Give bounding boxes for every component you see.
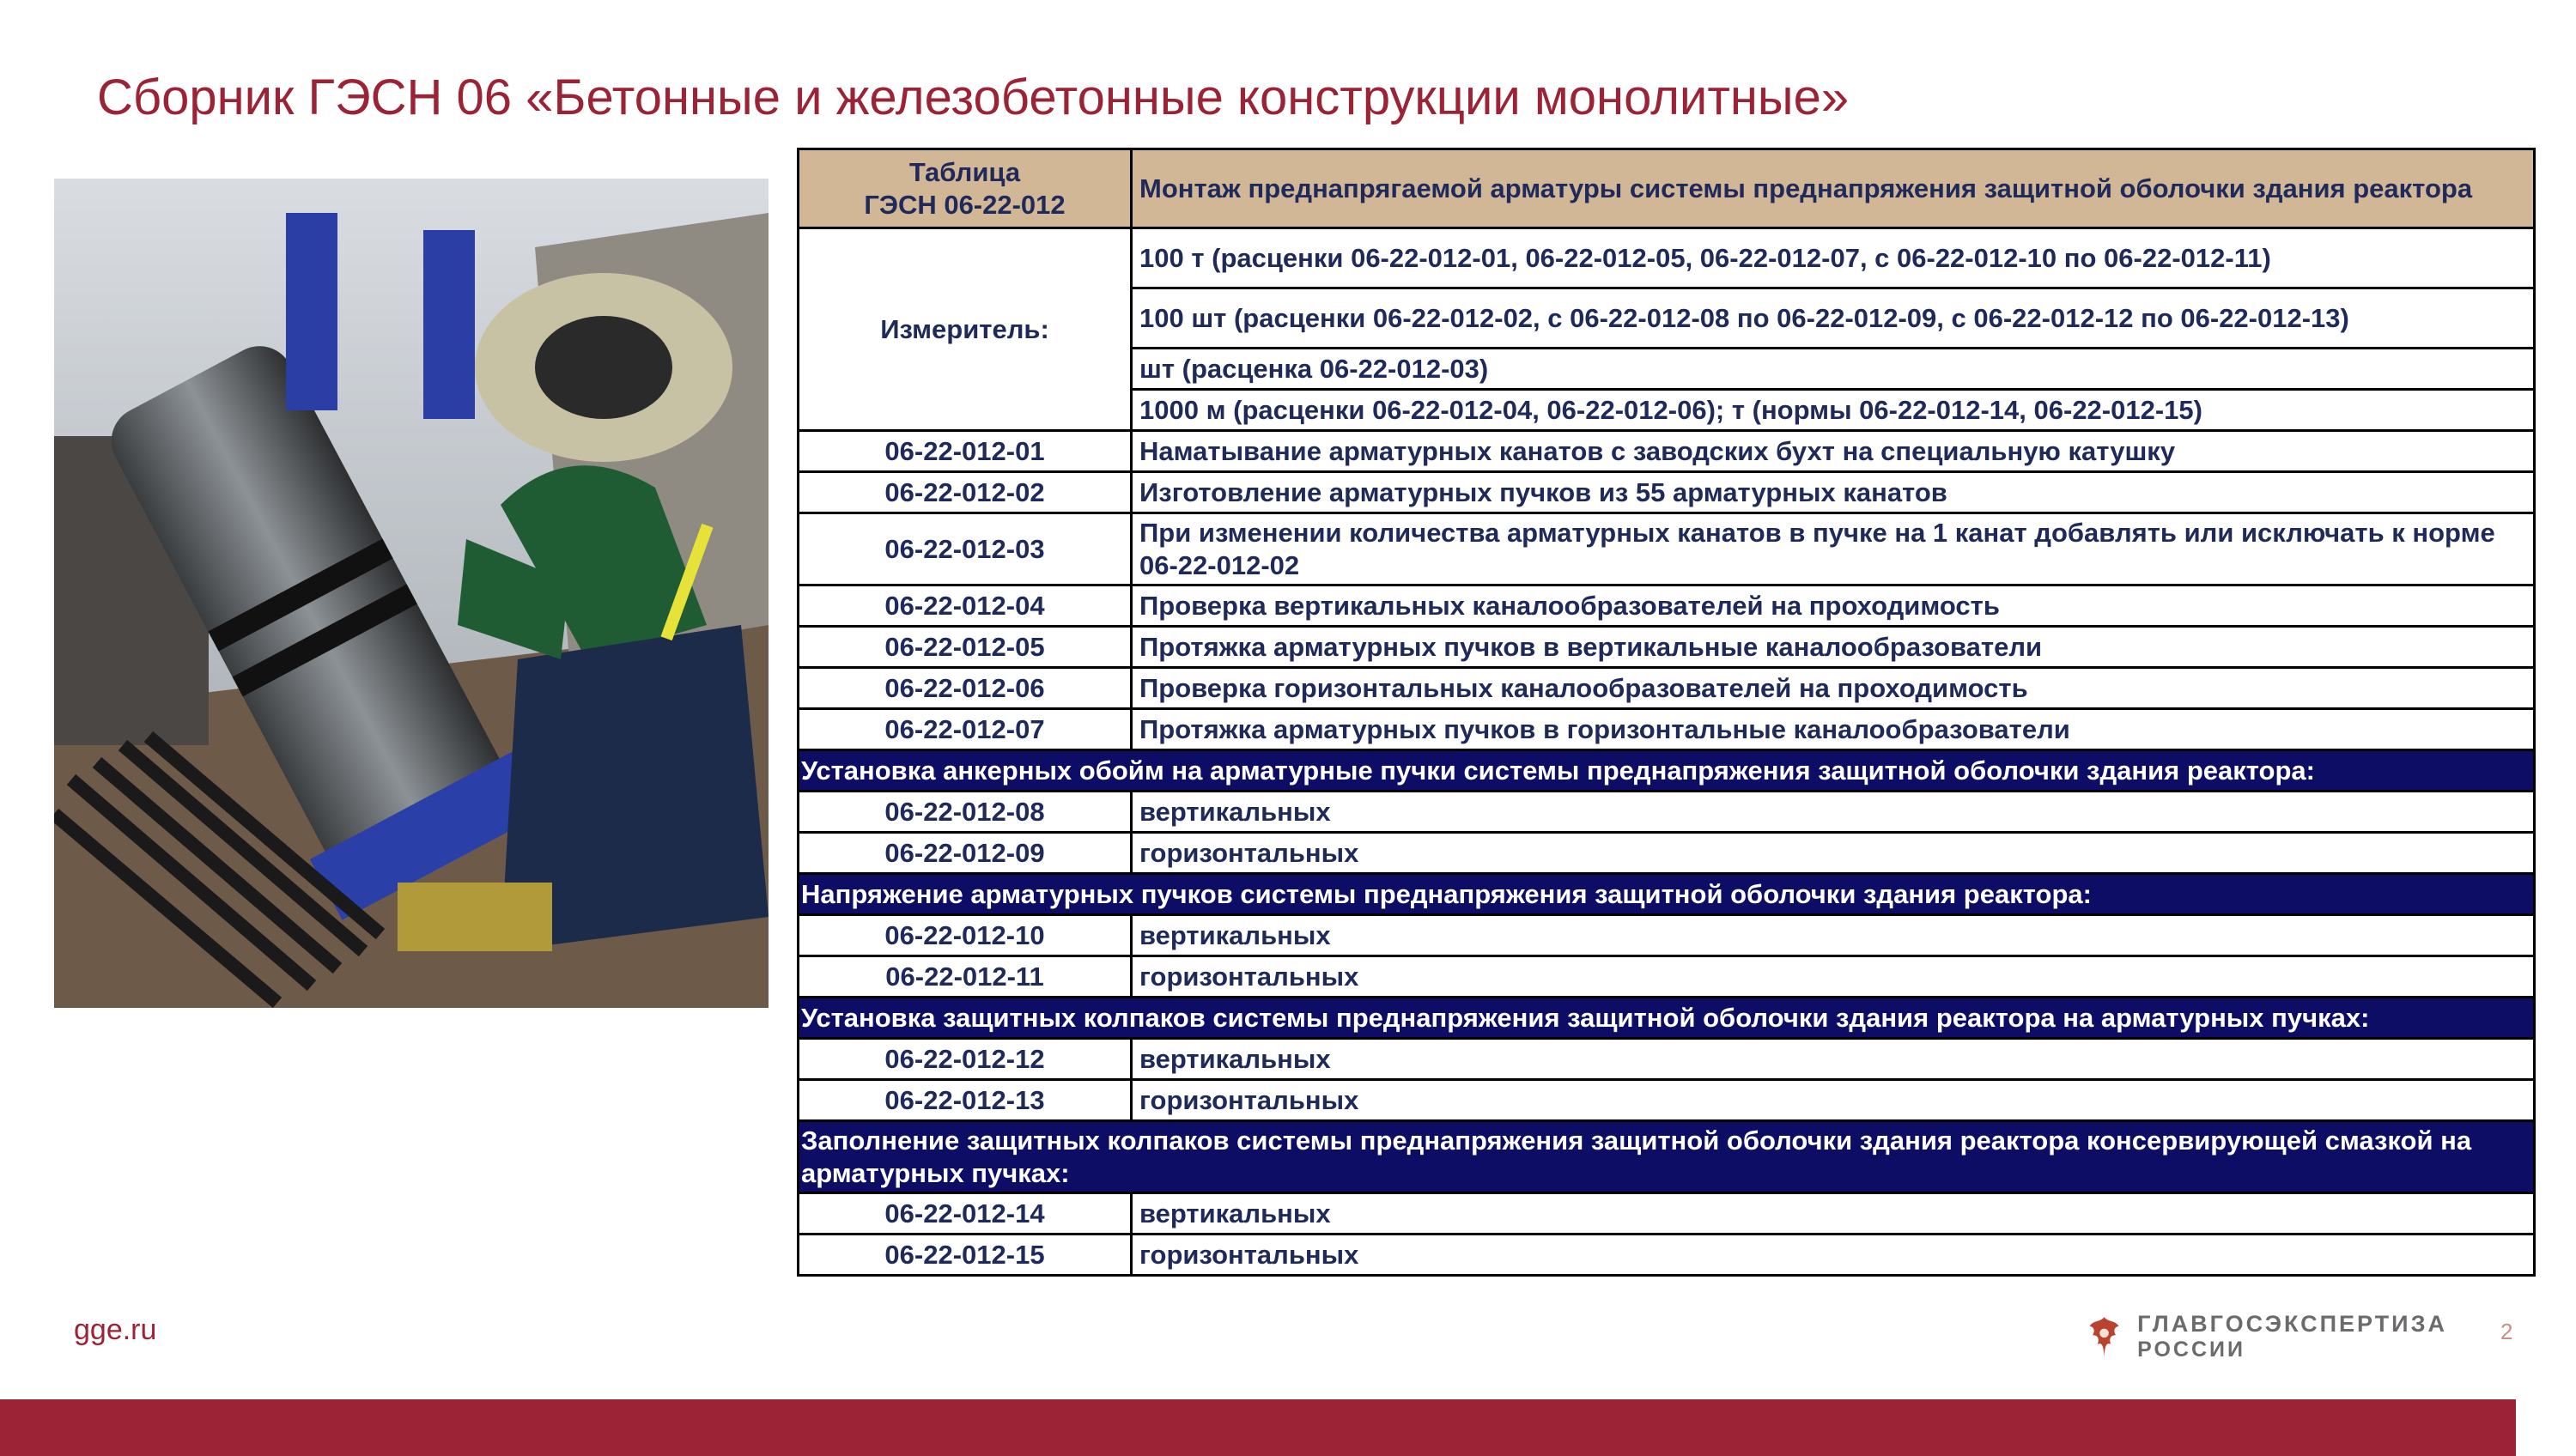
norm-description: вертикальных bbox=[1132, 915, 2535, 956]
norm-description: При изменении количества арматурных канатов в пучке на 1 канат добавлять или исключать к норме 06-22-012-02 bbox=[1132, 513, 2535, 585]
section-header-row bbox=[799, 750, 2535, 792]
table-row bbox=[799, 1193, 2535, 1235]
table-row bbox=[799, 1080, 2535, 1121]
norm-code: 06-22-012-02 bbox=[799, 472, 1132, 513]
table-row bbox=[799, 956, 2535, 998]
table-row bbox=[799, 792, 2535, 833]
eagle-emblem-icon bbox=[2087, 1300, 2122, 1374]
website-link[interactable]: gge.ru bbox=[74, 1313, 157, 1346]
measure-unit: 100 т (расценки 06-22-012-01, 06-22-012-05, 06-22-012-07, с 06-22-012-10 по 06-22-012-11) bbox=[1132, 228, 2535, 288]
norm-description: вертикальных bbox=[1132, 1039, 2535, 1080]
table-row bbox=[799, 833, 2535, 874]
section-title: Установка защитных колпаков системы преднапряжения защитной оболочки здания реактора на арматурных пучках: bbox=[799, 998, 2535, 1039]
norm-description: Протяжка арматурных пучков в вертикальные каналообразователи bbox=[1132, 627, 2535, 668]
norm-code: 06-22-012-10 bbox=[799, 915, 1132, 956]
page-number: 2 bbox=[2500, 1319, 2513, 1344]
footer-bar bbox=[0, 1399, 2516, 1456]
norm-description: Проверка горизонтальных каналообразователей на проходимость bbox=[1132, 668, 2535, 709]
measure-unit: 1000 м (расценки 06-22-012-04, 06-22-012-06); т (нормы 06-22-012-14, 06-22-012-15) bbox=[1132, 390, 2535, 431]
norm-code: 06-22-012-08 bbox=[799, 792, 1132, 833]
norm-code: 06-22-012-01 bbox=[799, 431, 1132, 472]
measure-label: Измеритель: bbox=[799, 228, 1132, 431]
table-code-header: Таблица ГЭСН 06-22-012 bbox=[799, 149, 1132, 228]
measure-row bbox=[799, 228, 2535, 288]
slide-title: Сборник ГЭСН 06 «Бетонные и железобетонные конструкции монолитные» bbox=[97, 70, 1850, 125]
norm-code: 06-22-012-15 bbox=[799, 1235, 1132, 1276]
table-row bbox=[799, 915, 2535, 956]
norms-table-body bbox=[799, 149, 2535, 1276]
worker-equipment-photo bbox=[54, 179, 769, 1008]
norm-description: вертикальных bbox=[1132, 792, 2535, 833]
measure-unit: 100 шт (расценки 06-22-012-02, с 06-22-012-08 по 06-22-012-09, с 06-22-012-12 по 06-22-012-13) bbox=[1132, 288, 2535, 349]
norm-code: 06-22-012-11 bbox=[799, 956, 1132, 998]
norms-table bbox=[797, 148, 2536, 1277]
section-title: Заполнение защитных колпаков системы преднапряжения защитной оболочки здания реактора консервирующей смазкой на арматурных пучках: bbox=[799, 1121, 2535, 1193]
table-row bbox=[799, 472, 2535, 513]
norm-code: 06-22-012-06 bbox=[799, 668, 1132, 709]
table-row bbox=[799, 431, 2535, 472]
table-row bbox=[799, 627, 2535, 668]
table-row bbox=[799, 709, 2535, 750]
norm-description: горизонтальных bbox=[1132, 1080, 2535, 1121]
section-title: Установка анкерных обойм на арматурные пучки системы преднапряжения защитной оболочки здания реактора: bbox=[799, 750, 2535, 792]
measure-unit: шт (расценка 06-22-012-03) bbox=[1132, 349, 2535, 390]
norm-description: Проверка вертикальных каналообразователей на проходимость bbox=[1132, 585, 2535, 627]
glavgosexpertiza-logo bbox=[2087, 1298, 2447, 1375]
norm-description: горизонтальных bbox=[1132, 833, 2535, 874]
norm-code: 06-22-012-13 bbox=[799, 1080, 1132, 1121]
norm-description: горизонтальных bbox=[1132, 956, 2535, 998]
norm-code: 06-22-012-12 bbox=[799, 1039, 1132, 1080]
table-header-row bbox=[799, 149, 2535, 228]
norm-code: 06-22-012-09 bbox=[799, 833, 1132, 874]
table-row bbox=[799, 585, 2535, 627]
norm-description: Наматывание арматурных канатов с заводских бухт на специальную катушку bbox=[1132, 431, 2535, 472]
table-row bbox=[799, 1235, 2535, 1276]
logo-line-1: ГЛАВГОСЭКСПЕРТИЗА bbox=[2137, 1311, 2447, 1337]
table-title-header: Монтаж преднапрягаемой арматуры системы преднапряжения защитной оболочки здания реактора bbox=[1132, 149, 2535, 228]
norm-description: Изготовление арматурных пучков из 55 арматурных канатов bbox=[1132, 472, 2535, 513]
table-row bbox=[799, 1039, 2535, 1080]
section-header-row bbox=[799, 1121, 2535, 1193]
norm-code: 06-22-012-04 bbox=[799, 585, 1132, 627]
table-row bbox=[799, 668, 2535, 709]
norm-code: 06-22-012-05 bbox=[799, 627, 1132, 668]
norm-description: Протяжка арматурных пучков в горизонтальные каналообразователи bbox=[1132, 709, 2535, 750]
norm-code: 06-22-012-03 bbox=[799, 513, 1132, 585]
norm-code: 06-22-012-14 bbox=[799, 1193, 1132, 1235]
table-row bbox=[799, 513, 2535, 585]
section-header-row bbox=[799, 998, 2535, 1039]
norm-code: 06-22-012-07 bbox=[799, 709, 1132, 750]
section-title: Напряжение арматурных пучков системы преднапряжения защитной оболочки здания реактора: bbox=[799, 874, 2535, 915]
norm-description: горизонтальных bbox=[1132, 1235, 2535, 1276]
norm-description: вертикальных bbox=[1132, 1193, 2535, 1235]
logo-line-2: РОССИИ bbox=[2137, 1338, 2245, 1362]
section-header-row bbox=[799, 874, 2535, 915]
